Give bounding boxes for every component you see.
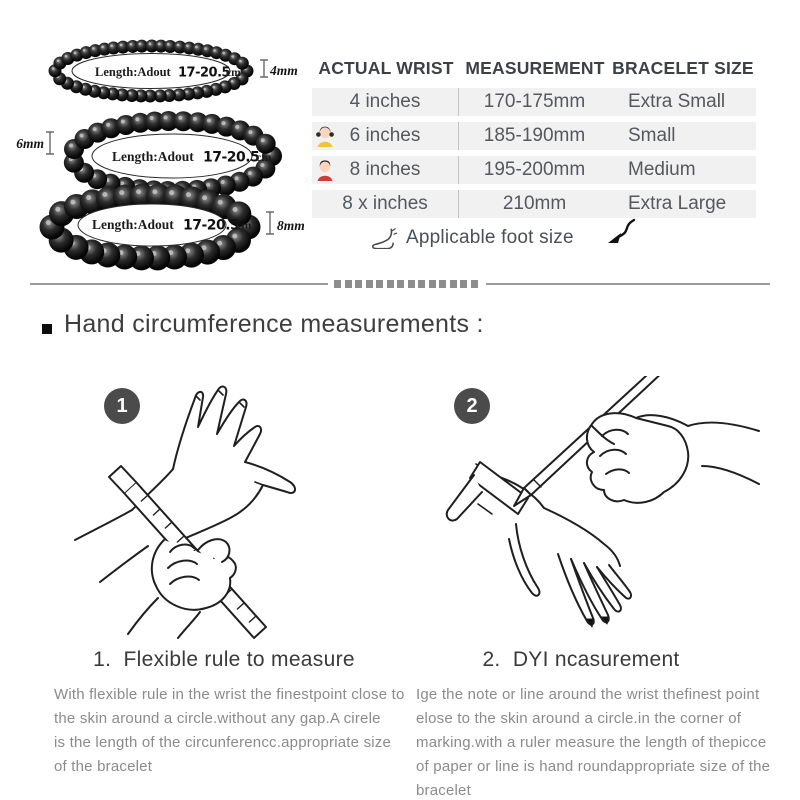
footnote-label: Applicable foot size bbox=[406, 227, 574, 248]
col-header-bracelet-size: BRACELET SIZE bbox=[612, 58, 754, 78]
size-marker bbox=[260, 60, 268, 77]
bracelet-size-cell: Extra Small bbox=[628, 91, 726, 112]
body-line: marking.with a ruler measure the length of thepicce bbox=[416, 734, 767, 751]
bracelet-illustrations bbox=[0, 0, 340, 292]
measurement-cell: 210mm bbox=[502, 193, 567, 214]
foot-icon bbox=[370, 227, 397, 249]
divider-line-left bbox=[30, 283, 328, 285]
step-1-body bbox=[54, 683, 410, 779]
hand-pen-marking-illustration bbox=[430, 376, 760, 640]
bead-size-label: 4mm bbox=[270, 63, 298, 78]
step-2-body bbox=[416, 683, 788, 800]
bracelet-size-cell: Small bbox=[628, 125, 676, 146]
measurement-cell: 170-175mm bbox=[483, 91, 586, 112]
table-row bbox=[312, 156, 756, 184]
curved-arrow-icon bbox=[594, 216, 638, 246]
step-1-badge: 1 bbox=[104, 388, 140, 424]
step-1-caption bbox=[38, 648, 410, 779]
footnote bbox=[312, 227, 756, 249]
section-title: Hand circumference measurements : bbox=[64, 310, 484, 338]
col-header-measurement: MEASUREMENT bbox=[465, 58, 605, 78]
bracelet-size-cell: Medium bbox=[628, 159, 696, 180]
table-row bbox=[312, 88, 756, 116]
bracelet-4mm bbox=[49, 40, 298, 103]
wrist-strip bbox=[447, 462, 528, 521]
forearm-line bbox=[75, 510, 132, 540]
body-line: the skin around a circle.without any gap.A cirele bbox=[54, 710, 381, 727]
bead-size-label: 6mm bbox=[16, 136, 44, 151]
length-value: 17-20.5 bbox=[183, 217, 240, 234]
step-2-title: 2. DYI ncasurement bbox=[482, 648, 680, 671]
body-line: bracelet bbox=[416, 782, 471, 799]
length-label: Length:Adout bbox=[95, 65, 171, 79]
man-icon bbox=[315, 158, 335, 182]
col-header-actual-wrist: ACTUAL WRIST bbox=[318, 58, 454, 78]
size-table-header bbox=[312, 58, 756, 79]
size-table bbox=[312, 58, 756, 249]
step-1-title: 1. Flexible rule to measure bbox=[93, 648, 355, 671]
wrist-cell-label: 6 inches bbox=[349, 125, 421, 146]
size-marker bbox=[46, 132, 54, 154]
step-2-badge: 2 bbox=[454, 388, 490, 424]
length-unit: cm bbox=[236, 218, 252, 232]
body-line: of paper or line is hand roundappropriate size of the bbox=[416, 758, 771, 775]
body-line: Ige the note or line around the wrist thefinest point bbox=[416, 686, 760, 703]
wrist-cell: 4 inches bbox=[312, 88, 459, 116]
table-row bbox=[312, 190, 756, 218]
holding-hand bbox=[587, 413, 759, 503]
length-value: 17-20.5 bbox=[203, 149, 260, 166]
body-line: of the bracelet bbox=[54, 758, 153, 775]
length-label: Length:Adout bbox=[92, 217, 174, 232]
bullet-square bbox=[42, 324, 52, 334]
measurement-cell: 185-190mm bbox=[483, 125, 586, 146]
hand-measure-tape-illustration bbox=[70, 382, 400, 640]
body-line: is the length of the circunferencc.appropriate size bbox=[54, 734, 392, 751]
wrist-cell: 8 x inches bbox=[312, 190, 459, 218]
woman-icon bbox=[315, 124, 335, 148]
wrist-cell-label: 8 inches bbox=[349, 159, 421, 180]
table-row bbox=[312, 122, 756, 150]
bracelet-size-cell: Extra Large bbox=[628, 193, 727, 214]
body-line: elose to the skin around a circle.in the corner of bbox=[416, 710, 742, 727]
gripping-hand bbox=[128, 539, 236, 638]
length-label: Length:Adout bbox=[112, 149, 194, 164]
length-unit: cm bbox=[226, 67, 241, 79]
wrist-cell bbox=[312, 122, 459, 150]
divider-line-right bbox=[486, 283, 770, 285]
divider-squares bbox=[334, 280, 478, 288]
step-2-caption bbox=[408, 648, 788, 800]
length-value: 17-20.5 bbox=[178, 65, 231, 81]
wrist-cell bbox=[312, 156, 459, 184]
bead-size-label: 8mm bbox=[277, 218, 305, 233]
measurement-cell: 195-200mm bbox=[483, 159, 586, 180]
bracelet-8mm bbox=[40, 184, 305, 271]
size-marker bbox=[266, 212, 274, 234]
length-unit: cm bbox=[256, 150, 272, 164]
body-line: With flexible rule in the wrist the finestpoint close to bbox=[54, 686, 405, 703]
